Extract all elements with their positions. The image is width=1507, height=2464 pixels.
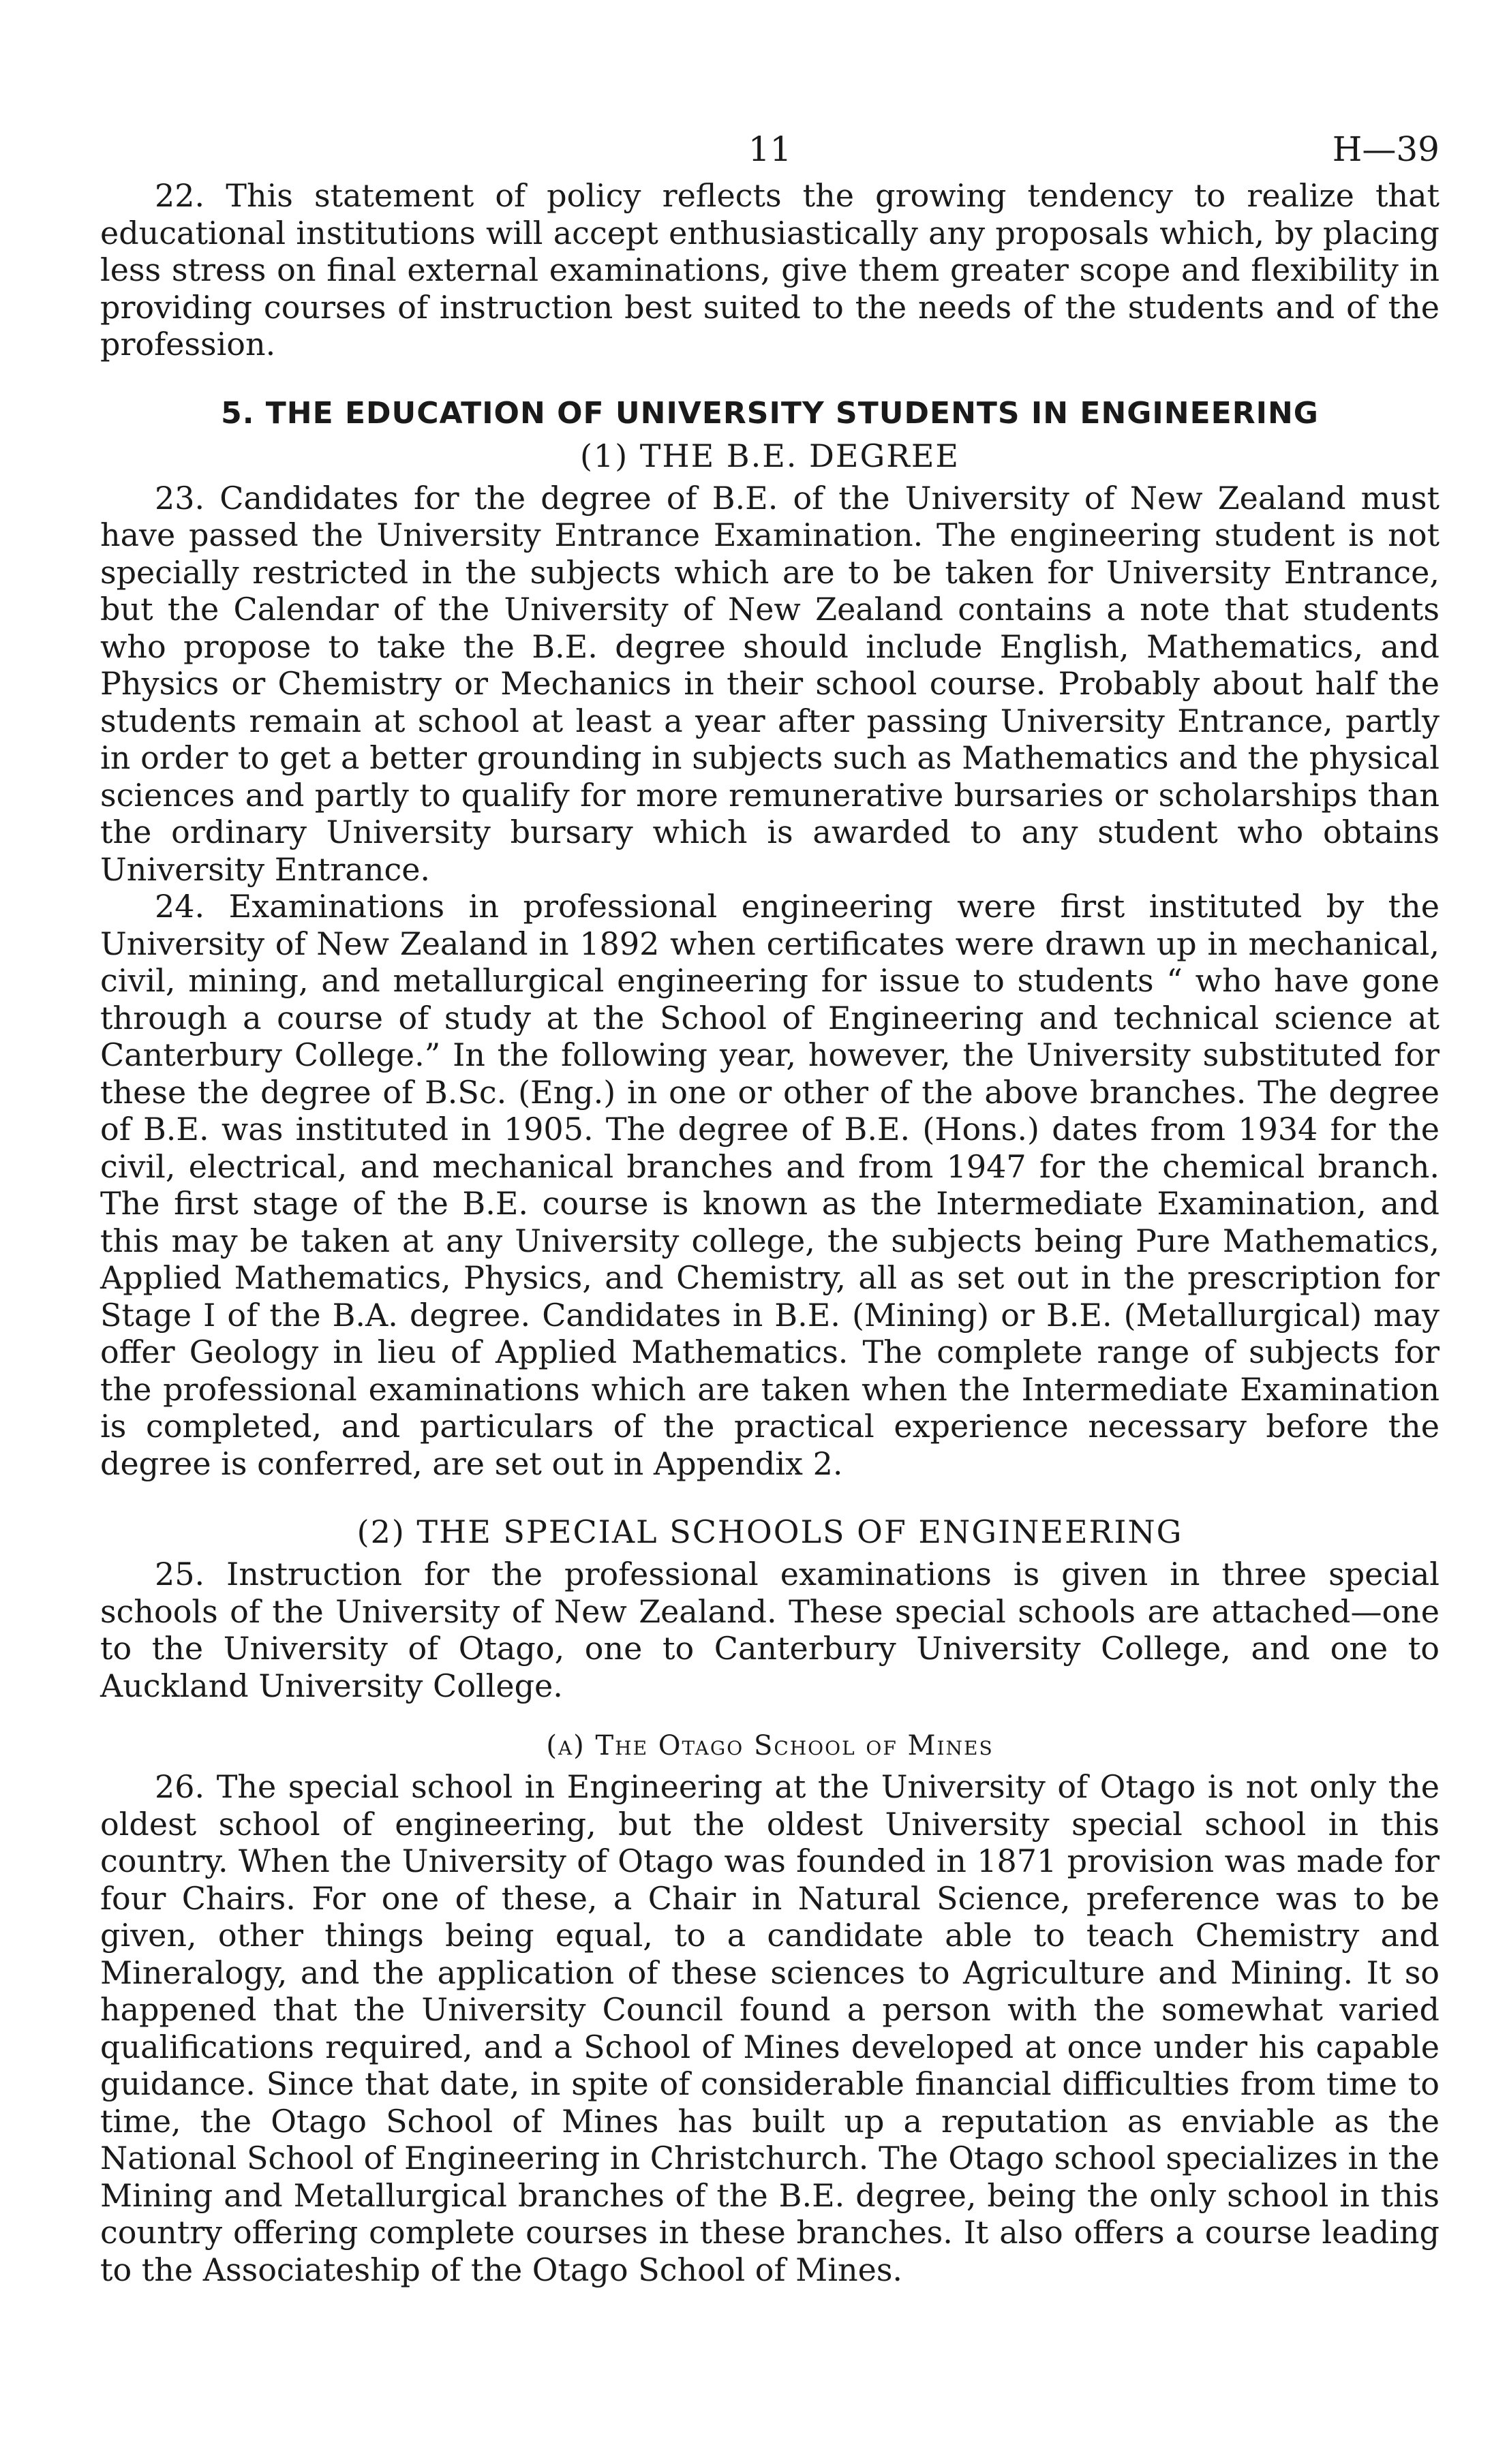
paragraph-22: 22. This statement of policy reflects the growing tendency to realize that educational institutions will accept enthusiastically any proposals which, by placing less stress on final external examinations, give them greater scope and flexibility in providing courses of instruction best suited to the needs of the students and of the profession. [100,177,1440,363]
page-header [100,102,1440,177]
section-heading-5: 5. THE EDUCATION OF UNIVERSITY STUDENTS IN ENGINEERING [221,395,1319,431]
page-number: 11 [748,129,792,169]
document-reference: H—39 [1332,129,1440,169]
subheading-special-schools: (2) THE SPECIAL SCHOOLS OF ENGINEERING [356,1513,1183,1550]
subheading-otago-school-of-mines: (a) The Otago School of Mines [546,1730,994,1761]
spacer [100,1482,1440,1507]
paragraph-24: 24. Examinations in professional engineering were first instituted by the University of New Zealand in 1892 when certificates were drawn up in mechanical, civil, mining, and metallurgical engineering for issue to students “ who have gone through a course of study at the School of Engineering and technical science at Canterbury College.” In the following year, however, the University substituted for these the degree of B.Sc. (Eng.) in one or other of the above branches. The degree of B.E. was instituted in 1905. The degree of B.E. (Hons.) dates from 1934 for the civil, electrical, and mechanical branches and from 1947 for the chemical branch. The first stage of the B.E. course is known as the Intermediate Examination, and this may be taken at any University college, the subjects being Pure Mathematics, Applied Mathematics, Physics, and Chemistry, all as set out in the prescription for Stage I of the B.A. degree. Candidates in B.E. (Mining) or B.E. (Metallurgical) may offer Geology in lieu of Applied Mathematics. The complete range of subjects for the professional examinations which are taken when the Intermediate Examination is completed, and particulars of the practical experience necessary before the degree is conferred, are set out in Appendix 2. [100,888,1440,1482]
document-page [100,102,1440,2288]
paragraph-26: 26. The special school in Engineering at the University of Otago is not only the oldest school of engineering, but the oldest University special school in this country. When the University of Otago was founded in 1871 provision was made for four Chairs. For one of these, a Chair in Natural Science, preference was to be given, other things being equal, to a candidate able to teach Chemistry and Mineralogy, and the application of these sciences to Agriculture and Mining. It so happened that the University Council found a person with the somewhat varied qualifications required, and a School of Mines developed at once under his capable guidance. Since that date, in spite of considerable financial difficulties from time to time, the Otago School of Mines has built up a reputation as enviable as the National School of Engineering in Christchurch. The Otago school specializes in the Mining and Metallurgical branches of the B.E. degree, being the only school in this country offering complete courses in these branches. It also offers a course leading to the Associateship of the Otago School of Mines. [100,1768,1440,2288]
subheading-be-degree: (1) THE B.E. DEGREE [579,437,960,474]
paragraph-25: 25. Instruction for the professional examinations is given in three special schools of the University of New Zealand. These special schools are attached—one to the University of Otago, one to Canterbury University College, and one to Auckland University College. [100,1556,1440,1704]
paragraph-23: 23. Candidates for the degree of B.E. of the University of New Zealand must have passed the University Entrance Examination. The engineering student is not specially restricted in the subjects which are to be taken for University Entrance, but the Calendar of the University of New Zealand contains a note that students who propose to take the B.E. degree should include English, Mathematics, and Physics or Chemistry or Mechanics in their school course. Probably about half the students remain at school at least a year after passing University Entrance, partly in order to get a better grounding in subjects such as Mathematics and the physical sciences and partly to qualify for more remunerative bursaries or scholarships than the ordinary University bursary which is awarded to any student who obtains University Entrance. [100,479,1440,888]
